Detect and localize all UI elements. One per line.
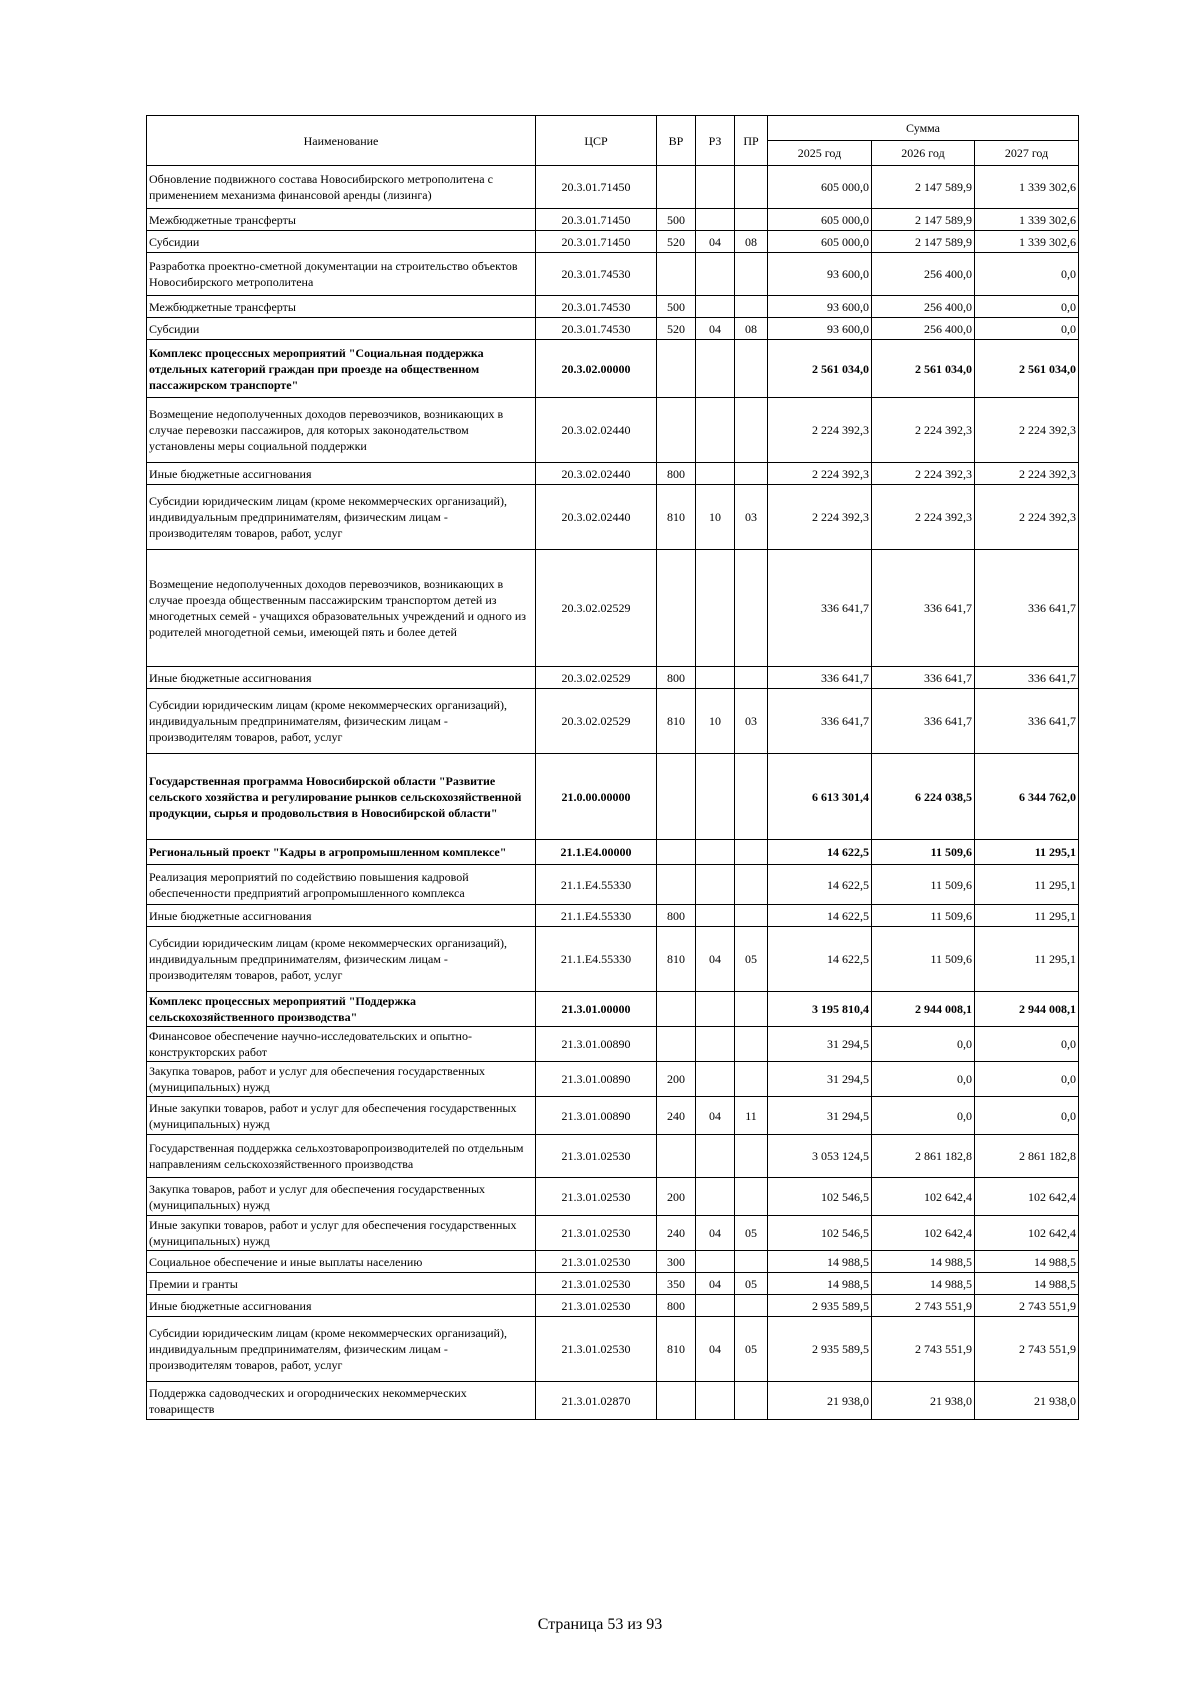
cell-pr xyxy=(735,1178,768,1216)
table-row xyxy=(147,296,1079,318)
cell-sum-2026: 2 147 589,9 xyxy=(872,166,975,209)
cell-sum-2026: 2 147 589,9 xyxy=(872,209,975,231)
cell-vr xyxy=(657,992,696,1027)
table-row xyxy=(147,1216,1079,1251)
cell-csr: 20.3.01.71450 xyxy=(536,166,657,209)
cell-csr: 20.3.01.71450 xyxy=(536,209,657,231)
cell-sum-2026: 2 861 182,8 xyxy=(872,1135,975,1178)
cell-name: Субсидии xyxy=(147,318,536,340)
cell-rz xyxy=(696,209,735,231)
cell-pr xyxy=(735,296,768,318)
cell-rz xyxy=(696,905,735,927)
budget-table xyxy=(146,115,1079,1420)
cell-vr: 200 xyxy=(657,1178,696,1216)
cell-csr: 21.3.01.00890 xyxy=(536,1062,657,1097)
cell-rz xyxy=(696,253,735,296)
cell-sum-2026: 256 400,0 xyxy=(872,253,975,296)
cell-vr xyxy=(657,865,696,905)
cell-sum-2025: 14 988,5 xyxy=(768,1273,872,1295)
cell-sum-2025: 336 641,7 xyxy=(768,667,872,689)
cell-vr: 800 xyxy=(657,667,696,689)
cell-sum-2026: 256 400,0 xyxy=(872,318,975,340)
cell-name: Социальное обеспечение и иные выплаты населению xyxy=(147,1251,536,1273)
cell-pr xyxy=(735,550,768,667)
cell-sum-2027: 11 295,1 xyxy=(975,905,1079,927)
cell-pr xyxy=(735,209,768,231)
cell-sum-2025: 14 988,5 xyxy=(768,1251,872,1273)
cell-sum-2026: 102 642,4 xyxy=(872,1216,975,1251)
cell-pr xyxy=(735,905,768,927)
cell-sum-2025: 3 195 810,4 xyxy=(768,992,872,1027)
cell-rz xyxy=(696,340,735,398)
cell-sum-2025: 2 935 589,5 xyxy=(768,1295,872,1317)
cell-sum-2025: 102 546,5 xyxy=(768,1178,872,1216)
cell-sum-2027: 1 339 302,6 xyxy=(975,231,1079,253)
header-year-2026: 2026 год xyxy=(872,141,975,166)
cell-rz xyxy=(696,754,735,840)
cell-vr xyxy=(657,840,696,865)
cell-name: Комплекс процессных мероприятий "Поддержка сельскохозяйственного производства" xyxy=(147,992,536,1027)
cell-vr: 810 xyxy=(657,1317,696,1382)
cell-sum-2025: 14 622,5 xyxy=(768,905,872,927)
cell-csr: 21.3.01.00000 xyxy=(536,992,657,1027)
cell-pr xyxy=(735,1382,768,1420)
cell-pr: 08 xyxy=(735,231,768,253)
cell-rz xyxy=(696,1382,735,1420)
cell-pr xyxy=(735,1135,768,1178)
cell-sum-2026: 2 147 589,9 xyxy=(872,231,975,253)
cell-csr: 21.3.01.02530 xyxy=(536,1135,657,1178)
cell-csr: 20.3.02.02529 xyxy=(536,689,657,754)
cell-rz: 04 xyxy=(696,927,735,992)
cell-pr: 08 xyxy=(735,318,768,340)
cell-rz xyxy=(696,463,735,485)
cell-name: Государственная программа Новосибирской области "Развитие сельского хозяйства и регулирование рынков сельскохозяйственной продукции, сырья и продовольствия в Новосибирской области" xyxy=(147,754,536,840)
cell-vr: 810 xyxy=(657,689,696,754)
cell-sum-2025: 31 294,5 xyxy=(768,1062,872,1097)
cell-csr: 20.3.02.02529 xyxy=(536,550,657,667)
cell-rz xyxy=(696,992,735,1027)
cell-rz xyxy=(696,166,735,209)
cell-name: Иные бюджетные ассигнования xyxy=(147,463,536,485)
cell-name: Возмещение недополученных доходов перевозчиков, возникающих в случае перевозки пассажиров, для которых законодательством установлены меры социальной поддержки xyxy=(147,398,536,463)
cell-sum-2025: 605 000,0 xyxy=(768,166,872,209)
cell-name: Иные закупки товаров, работ и услуг для обеспечения государственных (муниципальных) нужд xyxy=(147,1216,536,1251)
table-header xyxy=(147,116,1079,166)
cell-sum-2027: 14 988,5 xyxy=(975,1273,1079,1295)
cell-vr: 500 xyxy=(657,296,696,318)
table-row xyxy=(147,1027,1079,1062)
table-row xyxy=(147,1295,1079,1317)
cell-name: Субсидии юридическим лицам (кроме некоммерческих организаций), индивидуальным предпринимателям, физическим лицам - производителям товаров, работ, услуг xyxy=(147,927,536,992)
cell-sum-2026: 11 509,6 xyxy=(872,840,975,865)
cell-name: Межбюджетные трансферты xyxy=(147,209,536,231)
cell-sum-2025: 6 613 301,4 xyxy=(768,754,872,840)
cell-rz xyxy=(696,550,735,667)
cell-sum-2027: 0,0 xyxy=(975,1062,1079,1097)
cell-rz: 04 xyxy=(696,1317,735,1382)
cell-sum-2026: 2 944 008,1 xyxy=(872,992,975,1027)
cell-sum-2027: 11 295,1 xyxy=(975,927,1079,992)
cell-pr: 03 xyxy=(735,689,768,754)
cell-sum-2025: 605 000,0 xyxy=(768,231,872,253)
cell-pr xyxy=(735,1062,768,1097)
cell-rz xyxy=(696,1178,735,1216)
cell-rz xyxy=(696,840,735,865)
cell-sum-2027: 2 224 392,3 xyxy=(975,398,1079,463)
cell-sum-2027: 11 295,1 xyxy=(975,865,1079,905)
header-year-2027: 2027 год xyxy=(975,141,1079,166)
cell-sum-2025: 31 294,5 xyxy=(768,1027,872,1062)
cell-sum-2026: 336 641,7 xyxy=(872,667,975,689)
cell-sum-2027: 102 642,4 xyxy=(975,1178,1079,1216)
cell-name: Иные бюджетные ассигнования xyxy=(147,1295,536,1317)
cell-vr: 800 xyxy=(657,905,696,927)
cell-sum-2027: 336 641,7 xyxy=(975,689,1079,754)
cell-csr: 20.3.02.02440 xyxy=(536,485,657,550)
cell-sum-2026: 11 509,6 xyxy=(872,865,975,905)
cell-pr: 05 xyxy=(735,1216,768,1251)
cell-vr: 350 xyxy=(657,1273,696,1295)
cell-pr: 11 xyxy=(735,1097,768,1135)
table-row xyxy=(147,1273,1079,1295)
table-row xyxy=(147,1317,1079,1382)
cell-sum-2025: 93 600,0 xyxy=(768,296,872,318)
table-row xyxy=(147,1178,1079,1216)
cell-sum-2026: 2 561 034,0 xyxy=(872,340,975,398)
cell-sum-2025: 102 546,5 xyxy=(768,1216,872,1251)
cell-rz: 04 xyxy=(696,1216,735,1251)
cell-vr: 500 xyxy=(657,209,696,231)
cell-name: Реализация мероприятий по содействию повышения кадровой обеспеченности предприятий агропромышленного комплекса xyxy=(147,865,536,905)
cell-sum-2026: 11 509,6 xyxy=(872,927,975,992)
cell-name: Закупка товаров, работ и услуг для обеспечения государственных (муниципальных) нужд xyxy=(147,1178,536,1216)
cell-sum-2026: 11 509,6 xyxy=(872,905,975,927)
header-sum: Сумма xyxy=(768,116,1079,141)
cell-sum-2026: 336 641,7 xyxy=(872,689,975,754)
table-row xyxy=(147,689,1079,754)
cell-sum-2027: 102 642,4 xyxy=(975,1216,1079,1251)
cell-name: Комплекс процессных мероприятий "Социальная поддержка отдельных категорий граждан при проезде на общественном пассажирском транспорте" xyxy=(147,340,536,398)
cell-rz xyxy=(696,1062,735,1097)
table-row xyxy=(147,209,1079,231)
cell-sum-2026: 14 988,5 xyxy=(872,1251,975,1273)
cell-sum-2025: 14 622,5 xyxy=(768,865,872,905)
cell-sum-2026: 2 224 392,3 xyxy=(872,463,975,485)
cell-sum-2025: 2 224 392,3 xyxy=(768,463,872,485)
cell-sum-2026: 256 400,0 xyxy=(872,296,975,318)
cell-pr xyxy=(735,1251,768,1273)
cell-rz xyxy=(696,1135,735,1178)
cell-sum-2027: 2 224 392,3 xyxy=(975,463,1079,485)
cell-vr: 800 xyxy=(657,1295,696,1317)
cell-sum-2027: 1 339 302,6 xyxy=(975,209,1079,231)
cell-name: Обновление подвижного состава Новосибирского метрополитена с применением механизма финансовой аренды (лизинга) xyxy=(147,166,536,209)
cell-sum-2026: 6 224 038,5 xyxy=(872,754,975,840)
cell-name: Субсидии xyxy=(147,231,536,253)
cell-sum-2026: 14 988,5 xyxy=(872,1273,975,1295)
cell-pr xyxy=(735,253,768,296)
cell-sum-2026: 102 642,4 xyxy=(872,1178,975,1216)
cell-vr xyxy=(657,166,696,209)
cell-rz: 04 xyxy=(696,1273,735,1295)
table-row xyxy=(147,318,1079,340)
cell-vr xyxy=(657,1382,696,1420)
cell-sum-2027: 2 861 182,8 xyxy=(975,1135,1079,1178)
cell-pr: 05 xyxy=(735,1273,768,1295)
cell-sum-2025: 2 224 392,3 xyxy=(768,485,872,550)
cell-sum-2027: 2 743 551,9 xyxy=(975,1295,1079,1317)
cell-rz xyxy=(696,865,735,905)
cell-sum-2025: 14 622,5 xyxy=(768,840,872,865)
cell-pr xyxy=(735,166,768,209)
header-csr: ЦСР xyxy=(536,116,657,166)
cell-vr xyxy=(657,253,696,296)
cell-sum-2025: 21 938,0 xyxy=(768,1382,872,1420)
cell-sum-2026: 2 743 551,9 xyxy=(872,1295,975,1317)
cell-sum-2025: 93 600,0 xyxy=(768,253,872,296)
cell-name: Межбюджетные трансферты xyxy=(147,296,536,318)
cell-csr: 21.3.01.02530 xyxy=(536,1216,657,1251)
table-row xyxy=(147,231,1079,253)
cell-vr: 240 xyxy=(657,1216,696,1251)
page-number: Страница 53 из 93 xyxy=(537,1616,663,1633)
cell-pr xyxy=(735,992,768,1027)
header-vr: ВР xyxy=(657,116,696,166)
cell-csr: 21.3.01.00890 xyxy=(536,1097,657,1135)
cell-pr: 05 xyxy=(735,927,768,992)
cell-pr xyxy=(735,463,768,485)
cell-pr xyxy=(735,865,768,905)
cell-name: Иные закупки товаров, работ и услуг для обеспечения государственных (муниципальных) нужд xyxy=(147,1097,536,1135)
cell-name: Субсидии юридическим лицам (кроме некоммерческих организаций), индивидуальным предпринимателям, физическим лицам - производителям товаров, работ, услуг xyxy=(147,689,536,754)
cell-vr: 520 xyxy=(657,318,696,340)
cell-csr: 20.3.01.71450 xyxy=(536,231,657,253)
cell-pr xyxy=(735,398,768,463)
cell-csr: 21.3.01.02530 xyxy=(536,1273,657,1295)
cell-vr xyxy=(657,550,696,667)
cell-csr: 20.3.02.02440 xyxy=(536,463,657,485)
cell-sum-2026: 336 641,7 xyxy=(872,550,975,667)
cell-vr: 240 xyxy=(657,1097,696,1135)
cell-vr: 520 xyxy=(657,231,696,253)
cell-rz xyxy=(696,398,735,463)
cell-rz xyxy=(696,296,735,318)
table-row xyxy=(147,253,1079,296)
cell-sum-2026: 21 938,0 xyxy=(872,1382,975,1420)
cell-sum-2027: 2 561 034,0 xyxy=(975,340,1079,398)
cell-rz: 04 xyxy=(696,231,735,253)
cell-csr: 21.1.Е4.55330 xyxy=(536,927,657,992)
cell-csr: 20.3.02.02440 xyxy=(536,398,657,463)
cell-vr: 810 xyxy=(657,927,696,992)
cell-rz xyxy=(696,1295,735,1317)
cell-vr: 810 xyxy=(657,485,696,550)
table-row xyxy=(147,166,1079,209)
cell-vr: 800 xyxy=(657,463,696,485)
cell-csr: 20.3.01.74530 xyxy=(536,253,657,296)
cell-vr xyxy=(657,754,696,840)
cell-vr: 200 xyxy=(657,1062,696,1097)
cell-pr xyxy=(735,754,768,840)
cell-sum-2025: 93 600,0 xyxy=(768,318,872,340)
cell-rz: 10 xyxy=(696,689,735,754)
cell-name: Субсидии юридическим лицам (кроме некоммерческих организаций), индивидуальным предпринимателям, физическим лицам - производителям товаров, работ, услуг xyxy=(147,1317,536,1382)
cell-csr: 20.3.01.74530 xyxy=(536,296,657,318)
cell-csr: 21.1.Е4.55330 xyxy=(536,905,657,927)
cell-name: Иные бюджетные ассигнования xyxy=(147,667,536,689)
table-row xyxy=(147,340,1079,398)
cell-sum-2025: 336 641,7 xyxy=(768,689,872,754)
cell-sum-2026: 0,0 xyxy=(872,1097,975,1135)
cell-pr xyxy=(735,667,768,689)
cell-name: Премии и гранты xyxy=(147,1273,536,1295)
cell-sum-2027: 0,0 xyxy=(975,1097,1079,1135)
cell-vr: 300 xyxy=(657,1251,696,1273)
cell-sum-2025: 2 224 392,3 xyxy=(768,398,872,463)
cell-name: Субсидии юридическим лицам (кроме некоммерческих организаций), индивидуальным предпринимателям, физическим лицам - производителям товаров, работ, услуг xyxy=(147,485,536,550)
cell-sum-2026: 2 743 551,9 xyxy=(872,1317,975,1382)
cell-sum-2025: 336 641,7 xyxy=(768,550,872,667)
cell-pr xyxy=(735,840,768,865)
cell-rz xyxy=(696,667,735,689)
table-body xyxy=(147,166,1079,1420)
cell-sum-2027: 1 339 302,6 xyxy=(975,166,1079,209)
cell-rz: 10 xyxy=(696,485,735,550)
table-row xyxy=(147,865,1079,905)
cell-sum-2026: 0,0 xyxy=(872,1062,975,1097)
cell-sum-2026: 0,0 xyxy=(872,1027,975,1062)
cell-pr: 05 xyxy=(735,1317,768,1382)
cell-sum-2027: 0,0 xyxy=(975,318,1079,340)
cell-sum-2027: 2 743 551,9 xyxy=(975,1317,1079,1382)
cell-sum-2025: 31 294,5 xyxy=(768,1097,872,1135)
cell-csr: 20.3.01.74530 xyxy=(536,318,657,340)
cell-pr xyxy=(735,1027,768,1062)
cell-rz xyxy=(696,1027,735,1062)
cell-sum-2026: 2 224 392,3 xyxy=(872,485,975,550)
table-row xyxy=(147,1097,1079,1135)
cell-sum-2027: 0,0 xyxy=(975,1027,1079,1062)
cell-name: Финансовое обеспечение научно-исследовательских и опытно-конструкторских работ xyxy=(147,1027,536,1062)
header-year-2025: 2025 год xyxy=(768,141,872,166)
table-row xyxy=(147,463,1079,485)
cell-sum-2027: 336 641,7 xyxy=(975,550,1079,667)
table-row xyxy=(147,754,1079,840)
cell-sum-2027: 0,0 xyxy=(975,296,1079,318)
cell-vr xyxy=(657,398,696,463)
cell-rz: 04 xyxy=(696,1097,735,1135)
cell-name: Разработка проектно-сметной документации на строительство объектов Новосибирского метрополитена xyxy=(147,253,536,296)
cell-sum-2027: 11 295,1 xyxy=(975,840,1079,865)
cell-sum-2027: 2 944 008,1 xyxy=(975,992,1079,1027)
cell-sum-2027: 2 224 392,3 xyxy=(975,485,1079,550)
table-row xyxy=(147,1251,1079,1273)
cell-rz: 04 xyxy=(696,318,735,340)
cell-sum-2027: 6 344 762,0 xyxy=(975,754,1079,840)
cell-rz xyxy=(696,1251,735,1273)
table-row xyxy=(147,992,1079,1027)
cell-sum-2027: 0,0 xyxy=(975,253,1079,296)
cell-csr: 21.3.01.02530 xyxy=(536,1295,657,1317)
cell-csr: 21.3.01.00890 xyxy=(536,1027,657,1062)
cell-csr: 21.1.Е4.55330 xyxy=(536,865,657,905)
cell-name: Иные бюджетные ассигнования xyxy=(147,905,536,927)
cell-vr xyxy=(657,340,696,398)
cell-vr xyxy=(657,1135,696,1178)
cell-sum-2025: 3 053 124,5 xyxy=(768,1135,872,1178)
cell-sum-2027: 336 641,7 xyxy=(975,667,1079,689)
cell-vr xyxy=(657,1027,696,1062)
cell-csr: 20.3.02.02529 xyxy=(536,667,657,689)
cell-name: Возмещение недополученных доходов перевозчиков, возникающих в случае проезда общественным пассажирским транспортом детей из многодетных семей - учащихся образовательных учреждений и одного из родителей многодетной семьи, имеющей пять и более детей xyxy=(147,550,536,667)
table-row xyxy=(147,1062,1079,1097)
table-row xyxy=(147,398,1079,463)
cell-sum-2025: 2 935 589,5 xyxy=(768,1317,872,1382)
table-row xyxy=(147,485,1079,550)
cell-name: Региональный проект "Кадры в агропромышленном комплексе" xyxy=(147,840,536,865)
header-name: Наименование xyxy=(147,116,536,166)
cell-name: Государственная поддержка сельхозтоваропроизводителей по отдельным направлениям сельскохозяйственного производства xyxy=(147,1135,536,1178)
cell-csr: 21.0.00.00000 xyxy=(536,754,657,840)
cell-sum-2025: 605 000,0 xyxy=(768,209,872,231)
cell-name: Поддержка садоводческих и огороднических некоммерческих товариществ xyxy=(147,1382,536,1420)
cell-name: Закупка товаров, работ и услуг для обеспечения государственных (муниципальных) нужд xyxy=(147,1062,536,1097)
table-row xyxy=(147,1382,1079,1420)
cell-pr xyxy=(735,1295,768,1317)
cell-sum-2027: 14 988,5 xyxy=(975,1251,1079,1273)
cell-csr: 20.3.02.00000 xyxy=(536,340,657,398)
cell-sum-2025: 14 622,5 xyxy=(768,927,872,992)
table-row xyxy=(147,905,1079,927)
table-row xyxy=(147,840,1079,865)
cell-pr xyxy=(735,340,768,398)
header-pr: ПР xyxy=(735,116,768,166)
cell-sum-2026: 2 224 392,3 xyxy=(872,398,975,463)
cell-csr: 21.1.Е4.00000 xyxy=(536,840,657,865)
cell-csr: 21.3.01.02530 xyxy=(536,1251,657,1273)
header-rz: РЗ xyxy=(696,116,735,166)
cell-sum-2027: 21 938,0 xyxy=(975,1382,1079,1420)
table-row xyxy=(147,1135,1079,1178)
cell-pr: 03 xyxy=(735,485,768,550)
cell-csr: 21.3.01.02870 xyxy=(536,1382,657,1420)
cell-csr: 21.3.01.02530 xyxy=(536,1178,657,1216)
table-row xyxy=(147,550,1079,667)
cell-sum-2025: 2 561 034,0 xyxy=(768,340,872,398)
table-row xyxy=(147,927,1079,992)
cell-csr: 21.3.01.02530 xyxy=(536,1317,657,1382)
table-row xyxy=(147,667,1079,689)
